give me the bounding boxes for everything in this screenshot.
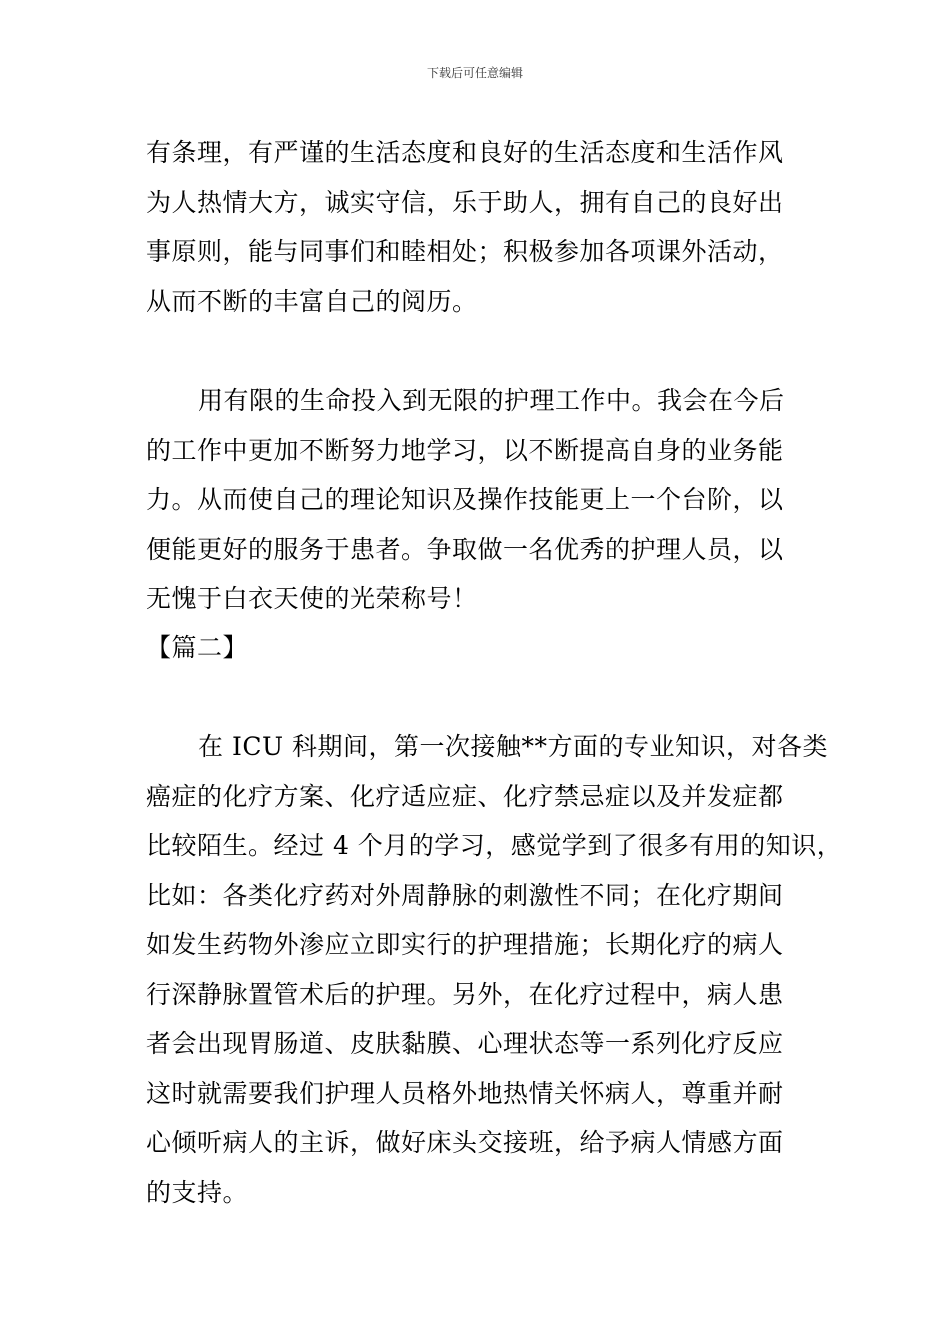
- paragraph-line: 行深静脉置管术后的护理。另外，在化疗过程中，病人患: [146, 979, 784, 1009]
- paragraph-icu-experience: [146, 722, 843, 1217]
- paragraph-line: 比较陌生。经过 4 个月的学习，感觉学到了很多有用的知识，: [146, 831, 843, 860]
- paragraph-line: 无愧于白衣天使的光荣称号！: [146, 584, 478, 613]
- paragraph-line: 如发生药物外渗应立即实行的护理措施；长期化疗的病人: [146, 930, 784, 959]
- paragraph-line: 的支持。: [146, 1177, 249, 1207]
- section-heading-text: 【篇二】: [146, 633, 249, 662]
- paragraph-line: 便能更好的服务于患者。争取做一名优秀的护理人员，以: [146, 534, 784, 564]
- paragraph-line: 比如：各类化疗药对外周静脉的刺激性不同；在化疗期间: [146, 880, 784, 910]
- paragraph-line: 的工作中更加不断努力地学习，以不断提高自身的业务能: [146, 435, 784, 465]
- paragraph-line: 从而不断的丰富自己的阅历。: [146, 286, 478, 316]
- paragraph-line: 有条理，有严谨的生活态度和良好的生活态度和生活作风: [146, 138, 784, 167]
- paragraph-line: 者会出现胃肠道、皮肤黏膜、心理状态等一系列化疗反应: [146, 1029, 784, 1058]
- paragraph-line: 为人热情大方，诚实守信，乐于助人，拥有自己的良好出: [146, 187, 784, 217]
- paragraph-line: 这时就需要我们护理人员格外地热情关怀病人，尊重并耐: [146, 1078, 784, 1108]
- paragraph-line: 在 ICU 科期间，第一次接触**方面的专业知识，对各类: [198, 732, 828, 761]
- header-note: 下载后可任意编辑: [426, 66, 523, 80]
- paragraph-line: 癌症的化疗方案、化疗适应症、化疗禁忌症以及并发症都: [146, 781, 784, 811]
- paragraph-line: 用有限的生命投入到无限的护理工作中。我会在今后: [198, 386, 785, 415]
- paragraph-commitment: [146, 376, 826, 624]
- section-heading: [146, 623, 826, 673]
- paragraph-line: 心倾听病人的主诉，做好床头交接班，给予病人情感方面: [146, 1128, 784, 1157]
- paragraph-line: 事原则，能与同事们和睦相处；积极参加各项课外活动，: [146, 237, 784, 266]
- paragraph-personal-qualities: [146, 128, 826, 326]
- paragraph-line: 力。从而使自己的理论知识及操作技能更上一个台阶，以: [146, 485, 784, 514]
